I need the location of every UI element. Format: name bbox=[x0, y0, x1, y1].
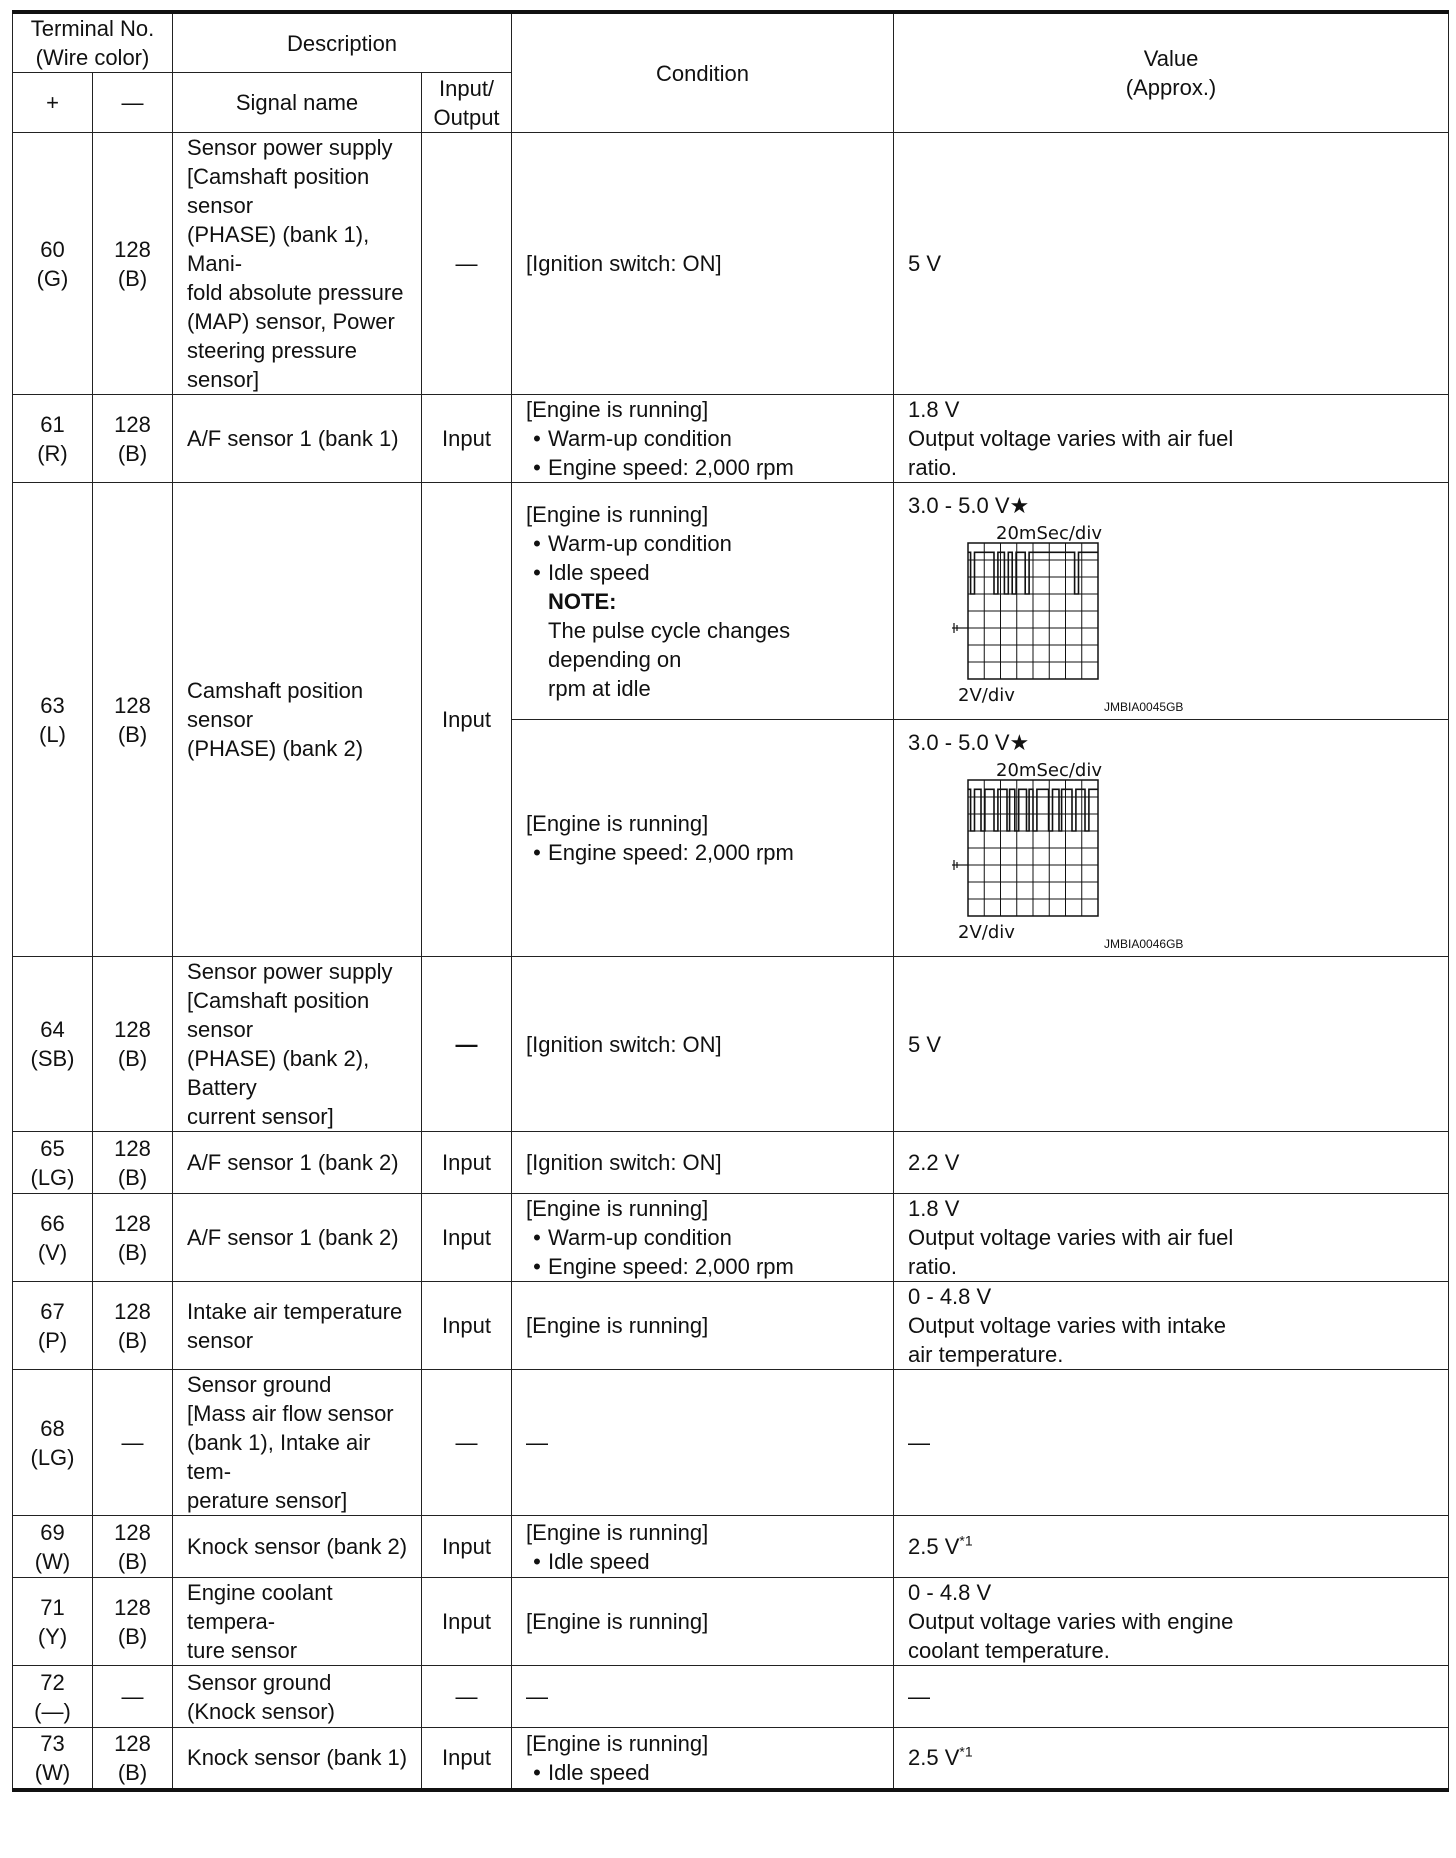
signal-name: Camshaft position sensor (PHASE) (bank 2) bbox=[173, 483, 422, 957]
value: — bbox=[894, 1370, 1449, 1516]
signal-name: A/F sensor 1 (bank 1) bbox=[173, 395, 422, 483]
terminal-minus: 128 (B) bbox=[93, 133, 173, 395]
condition: [Ignition switch: ON] bbox=[512, 957, 894, 1132]
input-output: — bbox=[422, 1370, 512, 1516]
input-output: Input bbox=[422, 1516, 512, 1578]
input-output: Input bbox=[422, 395, 512, 483]
input-output-header: Input/ Output bbox=[422, 73, 512, 133]
scope-volt-label: 2V/div bbox=[958, 922, 1015, 943]
waveform-line bbox=[968, 789, 1098, 831]
signal-name: Sensor power supply [Camshaft position sensor (PHASE) (bank 2), Battery current sensor] bbox=[173, 957, 422, 1132]
condition: [Engine is running] • Engine speed: 2,000 rpm bbox=[512, 720, 894, 957]
signal-name: Intake air temperature sensor bbox=[173, 1282, 422, 1370]
oscilloscope-graph: 3.0 - 5.0 V★ 20mSec/div 2V/div JMBIA0046GB bbox=[908, 720, 1440, 956]
value bbox=[894, 720, 1449, 957]
table-row bbox=[13, 1666, 1449, 1728]
table-row bbox=[13, 483, 1449, 720]
signal-name: Sensor power supply [Camshaft position sensor (PHASE) (bank 1), Mani- fold absolute pressure (MAP) sensor, Power steering pressure sensor] bbox=[173, 133, 422, 395]
value: — bbox=[894, 1666, 1449, 1728]
condition: [Engine is running] • Idle speed bbox=[512, 1728, 894, 1790]
figure-id: JMBIA0046GB bbox=[1104, 937, 1184, 951]
condition: — bbox=[512, 1666, 894, 1728]
value: 2.2 V bbox=[894, 1132, 1449, 1194]
condition: [Engine is running] • Idle speed bbox=[512, 1516, 894, 1578]
input-output: Input bbox=[422, 483, 512, 957]
terminal-plus: 72 (—) bbox=[13, 1666, 93, 1728]
value: 0 - 4.8 V Output voltage varies with intake air temperature. bbox=[894, 1282, 1449, 1370]
input-output: Input bbox=[422, 1132, 512, 1194]
minus-header: — bbox=[93, 73, 173, 133]
signal-name: A/F sensor 1 (bank 2) bbox=[173, 1132, 422, 1194]
condition: [Ignition switch: ON] bbox=[512, 133, 894, 395]
condition: — bbox=[512, 1370, 894, 1516]
signal-name: Sensor ground (Knock sensor) bbox=[173, 1666, 422, 1728]
scope-volt-label: 2V/div bbox=[958, 685, 1015, 706]
condition: [Engine is running] • Warm-up condition • Engine speed: 2,000 rpm bbox=[512, 1194, 894, 1282]
terminal-minus: — bbox=[93, 1370, 173, 1516]
table-row bbox=[13, 1578, 1449, 1666]
table-row bbox=[13, 1370, 1449, 1516]
table-row bbox=[13, 957, 1449, 1132]
input-output: — bbox=[422, 133, 512, 395]
input-output: Input bbox=[422, 1194, 512, 1282]
input-output: — bbox=[422, 1666, 512, 1728]
terminal-plus: 60 (G) bbox=[13, 133, 93, 395]
table-row bbox=[13, 395, 1449, 483]
terminal-minus: 128 (B) bbox=[93, 1578, 173, 1666]
oscilloscope-grid-a bbox=[942, 541, 1102, 681]
table-row bbox=[13, 1132, 1449, 1194]
terminal-plus: 61 (R) bbox=[13, 395, 93, 483]
condition: [Engine is running] • Warm-up condition • Engine speed: 2,000 rpm bbox=[512, 395, 894, 483]
star-icon: ★ bbox=[1009, 493, 1030, 518]
condition: [Engine is running] • Warm-up condition • Idle speed NOTE: The pulse cycle changes depending on rpm at idle bbox=[512, 483, 894, 720]
signal-name: A/F sensor 1 (bank 2) bbox=[173, 1194, 422, 1282]
terminal-minus: 128 (B) bbox=[93, 483, 173, 957]
condition: [Ignition switch: ON] bbox=[512, 1132, 894, 1194]
value: 2.5 $V^{*1}$ bbox=[894, 1516, 1449, 1578]
input-output: Input bbox=[422, 1728, 512, 1790]
scope-time-label: 20mSec/div bbox=[996, 523, 1103, 544]
terminal-minus: 128 (B) bbox=[93, 1728, 173, 1790]
terminal-no-header: Terminal No. (Wire color) bbox=[13, 12, 173, 73]
input-output: Input bbox=[422, 1578, 512, 1666]
figure-id: JMBIA0045GB bbox=[1104, 700, 1184, 714]
value: 2.5 $V^{*1}$ bbox=[894, 1728, 1449, 1790]
terminal-plus: 64 (SB) bbox=[13, 957, 93, 1132]
scope-time-label: 20mSec/div bbox=[996, 760, 1103, 781]
value: 1.8 V Output voltage varies with air fuel ratio. bbox=[894, 1194, 1449, 1282]
value-header: Value (Approx.) bbox=[894, 12, 1449, 133]
input-output: — bbox=[422, 957, 512, 1132]
value bbox=[894, 483, 1449, 720]
terminal-minus: 128 (B) bbox=[93, 1194, 173, 1282]
value: 0 - 4.8 V Output voltage varies with engine coolant temperature. bbox=[894, 1578, 1449, 1666]
terminal-plus: 65 (LG) bbox=[13, 1132, 93, 1194]
terminal-plus: 68 (LG) bbox=[13, 1370, 93, 1516]
plus-header: + bbox=[13, 73, 93, 133]
terminal-minus: 128 (B) bbox=[93, 1516, 173, 1578]
value: 1.8 V Output voltage varies with air fuel ratio. bbox=[894, 395, 1449, 483]
condition: [Engine is running] bbox=[512, 1578, 894, 1666]
signal-name: Knock sensor (bank 2) bbox=[173, 1516, 422, 1578]
condition: [Engine is running] bbox=[512, 1282, 894, 1370]
terminal-plus: 71 (Y) bbox=[13, 1578, 93, 1666]
oscilloscope-graph: 3.0 - 5.0 V★ 20mSec/div 2V/div JMBIA0045GB bbox=[908, 483, 1440, 719]
table-row bbox=[13, 1516, 1449, 1578]
signal-name: Knock sensor (bank 1) bbox=[173, 1728, 422, 1790]
signal-name: Sensor ground [Mass air flow sensor (bank 1), Intake air tem- perature sensor] bbox=[173, 1370, 422, 1516]
table-row bbox=[13, 1728, 1449, 1790]
terminal-plus: 69 (W) bbox=[13, 1516, 93, 1578]
value: 5 V bbox=[894, 133, 1449, 395]
description-header: Description bbox=[173, 12, 512, 73]
terminal-table-wrap bbox=[12, 10, 1448, 1792]
input-output: Input bbox=[422, 1282, 512, 1370]
value: 5 V bbox=[894, 957, 1449, 1132]
ecm-terminal-table bbox=[12, 10, 1449, 1792]
signal-name-header: Signal name bbox=[173, 73, 422, 133]
terminal-plus: 63 (L) bbox=[13, 483, 93, 957]
oscilloscope-grid-b bbox=[942, 778, 1102, 918]
star-icon: ★ bbox=[1009, 730, 1030, 755]
terminal-minus: 128 (B) bbox=[93, 395, 173, 483]
condition-header: Condition bbox=[512, 12, 894, 133]
signal-name: Engine coolant tempera- ture sensor bbox=[173, 1578, 422, 1666]
terminal-minus: 128 (B) bbox=[93, 1282, 173, 1370]
table-row bbox=[13, 1194, 1449, 1282]
table-row bbox=[13, 133, 1449, 395]
terminal-minus: 128 (B) bbox=[93, 1132, 173, 1194]
table-row bbox=[13, 1282, 1449, 1370]
terminal-plus: 73 (W) bbox=[13, 1728, 93, 1790]
terminal-minus: — bbox=[93, 1666, 173, 1728]
terminal-plus: 67 (P) bbox=[13, 1282, 93, 1370]
terminal-minus: 128 (B) bbox=[93, 957, 173, 1132]
terminal-plus: 66 (V) bbox=[13, 1194, 93, 1282]
